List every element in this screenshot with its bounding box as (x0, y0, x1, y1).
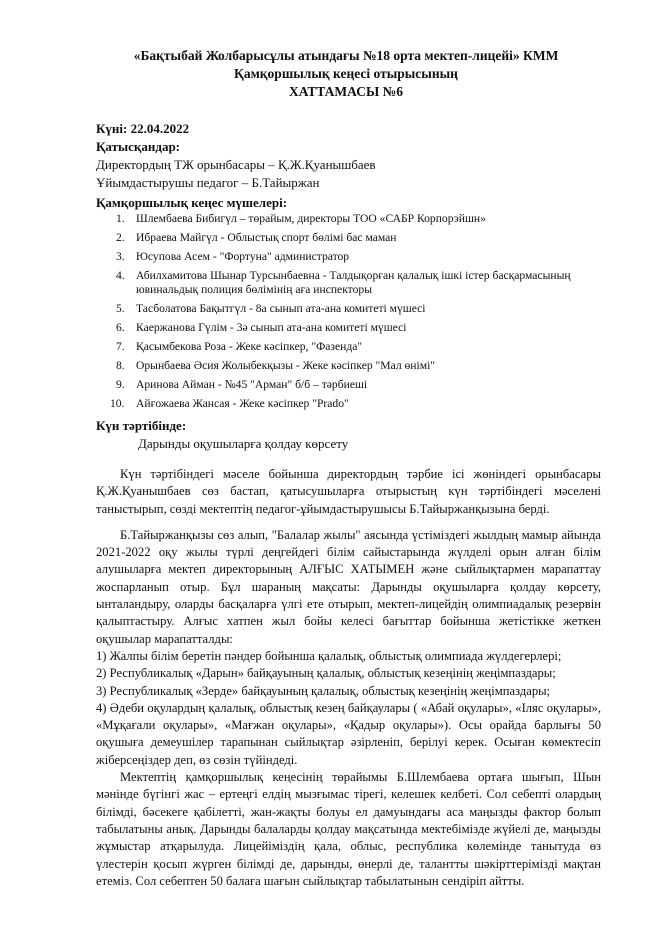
list-item (96, 397, 616, 412)
item-text: Шлембаева Бибигүл – төрайым, директоры ТОО «САБР Корпорэйшн» (136, 211, 486, 225)
item-text: Орынбаева Әсия Жолыбекқызы - Жеке кәсіпкер "Мал өнімі" (136, 359, 436, 372)
paragraph-intro: Күн тәртібіндегі мәселе бойынша директордың тәрбие ісі жөніндегі орынбасары Қ.Ж.Қуанышбаев сөз бастап, қатысушыларға отырыстың күн тәртібіндегі мәселені таныстырып, сөзді мектептің педагог-ұйымдастырушысы Б.Тайыржанқызына берді. (96, 467, 601, 516)
list-item (96, 212, 616, 227)
list-item (96, 378, 616, 393)
award-line-1: 1) Жалпы білім беретін пәндер бойынша қалалық, облыстық олимпиада жүлдегерлері; (96, 648, 562, 663)
item-number: 2. (116, 230, 125, 244)
item-text: Ибраева Майгүл - Облыстық спорт бөлімі бас маман (136, 230, 397, 244)
item-number: 9. (116, 378, 125, 391)
item-text: Тасболатова Бақытгүл - 8а сынып ата-ана комитеті мүшесі (136, 302, 426, 315)
participants-label: Қатысқандар: (96, 139, 181, 154)
item-number: 1. (116, 211, 125, 225)
item-text: Қасымбекова Роза - Жеке кәсіпкер, "Фазенда" (136, 340, 363, 353)
protocol-number: ХАТТАМАСЫ №6 (289, 84, 403, 99)
council-members (96, 196, 616, 416)
list-item (96, 250, 616, 265)
item-number: 4. (116, 268, 125, 282)
list-item (96, 231, 616, 246)
list-item (96, 359, 616, 374)
item-number: 5. (116, 302, 125, 315)
participant-organizer: Ұйымдастырушы педагог – Б.Тайыржан (96, 175, 320, 190)
list-item (96, 269, 616, 298)
agenda-title: Күн тәртібінде: (96, 418, 187, 433)
school-name: «Бақтыбай Жолбарысұлы атындағы №18 орта мектеп-лицейі» КММ (133, 48, 559, 63)
paragraph-speech: Б.Тайыржанқызы сөз алып, "Балалар жылы" аясында үстіміздегі жылдың мамыр айында 2021-2022 оқу жылы түрлі деңгейдегі білім сайыстарында жүлделі орын алған білім алушыларға мектеп директорының АЛҒЫС ХАТЫМЕН және сыйлықтармен марапаттау жоспарланып отыр. Бұл шараның мақсаты: Дарынды оқушыларға қолдау көрсету, ынталандыру, оларды басқаларға үлгі ете отырып, мектеп-лицейдің олимпиадалық резервін қалыптастыру. Алғыс хатпен жыл бойы келесі бағыттар бойынша жетістікке жеткен оқушылар марапатталды: (96, 527, 601, 646)
item-text: Айғожаева Жансая - Жеке кәсіпкер "Prado" (136, 397, 349, 410)
council-meeting-label: Қамқоршылық кеңесі отырысының (234, 66, 458, 81)
item-number: 7. (116, 340, 125, 353)
item-number: 3. (116, 249, 125, 263)
members-title: Қамқоршылық кеңес мүшелері: (96, 195, 288, 210)
item-text: Каержанова Гүлім - 3ә сынып ата-ана комитеті мүшесі (136, 321, 407, 334)
list-item (96, 340, 616, 355)
agenda-item: Дарынды оқушыларға қолдау көрсету (138, 436, 349, 451)
meeting-date: Күні: 22.04.2022 (96, 121, 190, 136)
meeting-meta (96, 120, 596, 192)
members-list (96, 212, 616, 412)
item-number: 10. (110, 397, 125, 410)
paragraph-chair: Мектептің қамқоршылық кеңесінің төрайымы Б.Шлембаева ортаға шығып, Шын мәнінде бүгінгі жас – ертеңгі елдің мызғымас тірегі, келешек келбеті. Сол себепті олардың білімді, бәсекеге қабілетті, жан-жақты болуы ел дамуындағы аса маңызды фактор болып табылатыны анық. Дарынды балаларды қолдау мақсатында мектебімізде жүйелі де, маңызды жұмыстар атқарылуда. Лицейіміздің қала, облыс, республика көлемінде танытуда өз үлестерін қосып жүрген білімді де, дарынды, өнерлі де, талантты шәкірттерімізді мақтан етеміз. Сол себептен 50 балаға шағын сыйлықтар табылатынын сендіріп айтты. (96, 770, 601, 888)
agenda-section (96, 417, 596, 453)
participant-deputy: Директордың ТЖ орынбасары – Қ.Ж.Қуанышбаев (96, 157, 376, 172)
item-text: Юсупова Асем - "Фортуна" администратор (136, 249, 350, 263)
document-header (96, 47, 596, 101)
award-line-4: 4) Әдеби оқулардың қалалық, облыстық кезең байқаулары ( «Абай оқулары», «Іляс оқулары», «Мұқағали оқулары», «Мағжан оқулары», «Қадыр оқулары»). Осы орайда барлығы 50 оқушыға демеушілер тарапынан сыйлықтар әзірленіп, берілуі керек. Осыған көмектесіп жіберсеңіздер деп, өз сөзін түйіндеді. (96, 700, 601, 767)
list-item (96, 321, 616, 336)
list-item (96, 302, 616, 317)
item-number: 8. (116, 359, 125, 372)
minutes-body (96, 466, 601, 890)
item-number: 6. (116, 321, 125, 334)
item-text: Аринова Айман - №45 "Арман" б/б – тәрбиеші (136, 378, 368, 391)
award-line-3: 3) Республикалық «Зерде» байқауының қалалық, облыстық кезеңінің жеңімпаздары; (96, 683, 551, 698)
award-line-2: 2) Республикалық «Дарын» байқауының қалалық, облыстық кезеңінің жеңімпаздары; (96, 666, 556, 681)
item-text: Абилхамитова Шынар Турсынбаевна - Талдықорған қалалық ішкі істер басқармасының ювинальдық полиция бөлімінің аға инспекторы (136, 268, 571, 296)
